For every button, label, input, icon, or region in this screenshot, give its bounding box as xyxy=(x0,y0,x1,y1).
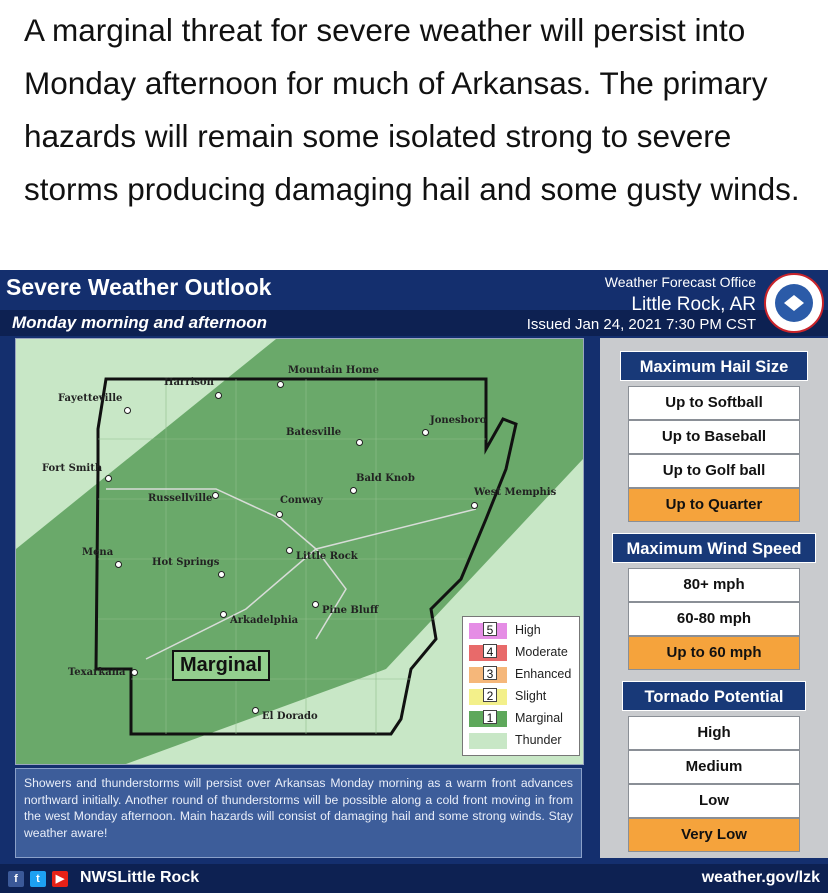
legend-label: Enhanced xyxy=(515,667,572,681)
city-mountain-home: Mountain Home xyxy=(288,365,379,376)
city-dot xyxy=(312,601,319,608)
city-harrison: Harrison xyxy=(164,377,214,388)
city-mena: Mena xyxy=(82,547,114,558)
city-dot xyxy=(215,392,222,399)
city-dot xyxy=(115,561,122,568)
city-dot xyxy=(212,492,219,499)
noaa-nws-seal-icon xyxy=(764,273,824,333)
tornado-option: Medium xyxy=(628,750,800,784)
outlook-description: Showers and thunderstorms will persist over Arkansas Monday morning as a warm front advances northward initially. Another round of thunderstorms will be possible along a cold front moving in from the west Monday afternoon. Main hazards will consist of damaging hail and some strong winds. Stay weather aware! xyxy=(15,768,582,858)
severe-weather-outlook-graphic[interactable] xyxy=(0,270,828,893)
city-west-memphis: West Memphis xyxy=(474,487,557,498)
city-arkadelphia: Arkadelphia xyxy=(230,615,299,626)
legend-row-thunder xyxy=(469,731,579,751)
footer-handle[interactable]: NWSLittle Rock xyxy=(80,869,200,886)
city-dot xyxy=(277,381,284,388)
wfo-label: Weather Forecast Office xyxy=(604,274,756,290)
city-dot xyxy=(276,511,283,518)
hail-option: Up to Softball xyxy=(628,386,800,420)
city-dot xyxy=(252,707,259,714)
legend-row-moderate xyxy=(469,643,579,663)
footer-url[interactable]: weather.gov/lzk xyxy=(701,869,820,886)
legend-label: Slight xyxy=(515,689,547,703)
tornado-potential-header: Tornado Potential xyxy=(622,681,806,711)
legend-row-enhanced xyxy=(469,665,579,685)
city-dot xyxy=(422,429,429,436)
city-pine-bluff: Pine Bluff xyxy=(322,605,379,616)
city-jonesboro: Jonesboro xyxy=(430,415,487,426)
legend-number: 3 xyxy=(483,666,497,680)
hazard-panel xyxy=(600,338,828,858)
legend-number: 5 xyxy=(483,622,497,636)
legend-row-slight xyxy=(469,687,579,707)
legend-label: Moderate xyxy=(515,645,568,659)
city-dot xyxy=(220,611,227,618)
city-bald-knob: Bald Knob xyxy=(356,473,415,484)
legend-label: High xyxy=(515,623,541,637)
wind-speed-header: Maximum Wind Speed xyxy=(612,533,816,563)
city-dot xyxy=(350,487,357,494)
post-text: A marginal threat for severe weather will persist into Monday afternoon for much of Arkansas. The primary hazards will remain some isolated strong to severe storms producing damaging hail and some gusty winds. xyxy=(24,12,800,207)
legend-number: 2 xyxy=(483,688,497,702)
legend-number: 1 xyxy=(483,710,497,724)
wfo-location: Little Rock, AR xyxy=(631,294,756,315)
city-dot xyxy=(105,475,112,482)
city-dot xyxy=(471,502,478,509)
risk-legend xyxy=(462,616,580,756)
wind-option: 80+ mph xyxy=(628,568,800,602)
marginal-risk-label: Marginal xyxy=(172,650,270,681)
outlook-map xyxy=(15,338,584,765)
legend-swatch xyxy=(469,733,507,749)
legend-row-marginal xyxy=(469,709,579,729)
hail-option-highlighted: Up to Quarter xyxy=(628,488,800,522)
hail-option: Up to Golf ball xyxy=(628,454,800,488)
city-dot xyxy=(131,669,138,676)
tornado-option: High xyxy=(628,716,800,750)
city-el-dorado: El Dorado xyxy=(262,711,318,722)
city-little-rock: Little Rock xyxy=(296,551,358,562)
city-fayetteville: Fayetteville xyxy=(58,393,123,404)
city-batesville: Batesville xyxy=(286,427,342,438)
city-texarkana: Texarkana xyxy=(68,667,126,678)
hail-size-header: Maximum Hail Size xyxy=(620,351,808,381)
city-dot xyxy=(286,547,293,554)
city-fort-smith: Fort Smith xyxy=(42,463,103,474)
city-hot-springs: Hot Springs xyxy=(152,557,220,568)
facebook-icon[interactable]: f xyxy=(8,871,24,887)
wind-option: 60-80 mph xyxy=(628,602,800,636)
issued-time: Issued Jan 24, 2021 7:30 PM CST xyxy=(526,316,756,333)
legend-label: Thunder xyxy=(515,733,562,747)
graphic-subtitle: Monday morning and afternoon xyxy=(12,313,267,332)
footer-bar xyxy=(0,864,828,893)
city-russellville: Russellville xyxy=(148,493,213,504)
city-dot xyxy=(356,439,363,446)
hail-option: Up to Baseball xyxy=(628,420,800,454)
tornado-option-highlighted: Very Low xyxy=(628,818,800,852)
city-dot xyxy=(124,407,131,414)
legend-row-high xyxy=(469,621,579,641)
twitter-icon[interactable]: t xyxy=(30,871,46,887)
legend-number: 4 xyxy=(483,644,497,658)
city-dot xyxy=(218,571,225,578)
city-conway: Conway xyxy=(280,495,323,506)
youtube-icon[interactable]: ▶ xyxy=(52,871,68,887)
graphic-title: Severe Weather Outlook xyxy=(6,274,272,300)
legend-label: Marginal xyxy=(515,711,563,725)
tornado-option: Low xyxy=(628,784,800,818)
wind-option-highlighted: Up to 60 mph xyxy=(628,636,800,670)
